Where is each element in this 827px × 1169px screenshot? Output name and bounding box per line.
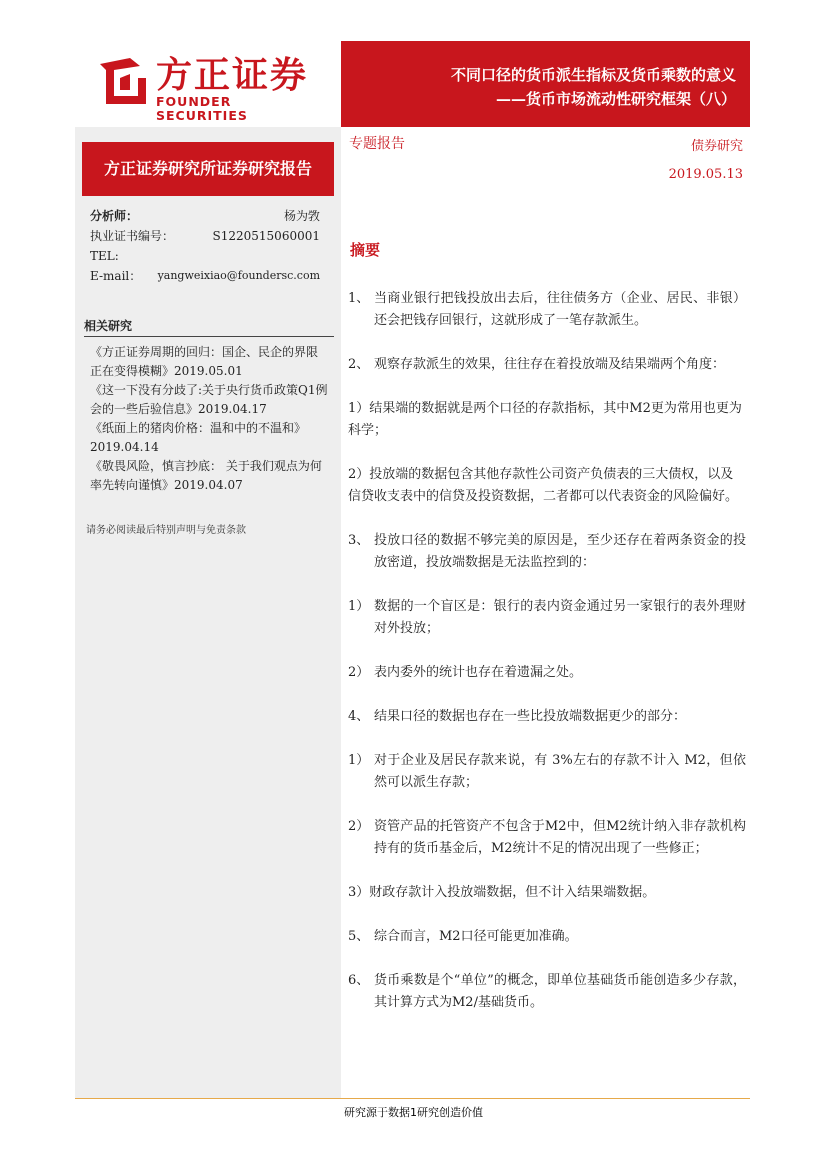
summary-paragraph: 1） 数据的一个盲区是：银行的表内资金通过另一家银行的表外理财对外投放；: [348, 599, 746, 636]
disclaimer-note: 请务必阅读最后特别声明与免责条款: [86, 525, 246, 536]
document-type: 专题报告: [349, 136, 405, 152]
related-item[interactable]: 《这一下没有分歧了:关于央行货币政策Q1例会的一些后验信息》2019.04.17: [90, 383, 328, 416]
summary-paragraph: 1、 当商业银行把钱投放出去后，往往债务方（企业、居民、非银）还会把钱存回银行，这就形成了一笔存款派生。: [348, 291, 746, 328]
footer-slogan: 研究源于数据1研究创造价值: [344, 1106, 483, 1119]
summary-paragraph: 4、 结果口径的数据也存在一些比投放端数据更少的部分：: [348, 709, 687, 724]
report-title: 不同口径的货币派生指标及货币乘数的意义: [450, 66, 736, 84]
related-divider: [84, 336, 334, 337]
email-label: E-mail：: [90, 269, 142, 283]
logo-english-text: FOUNDER SECURITIES: [156, 94, 248, 123]
analyst-info: [90, 206, 320, 286]
report-date: 2019.05.13: [668, 167, 743, 182]
cert-label: 执业证书编号：: [90, 229, 175, 243]
summary-paragraph: 2、 观察存款派生的效果，往往存在着投放端及结果端两个角度：: [348, 357, 726, 372]
summary-paragraph: 2）投放端的数据包含其他存款性公司资产负债表的三大债权，以及信贷收支表中的信贷及投资数据，二者都可以代表资金的风险偏好。: [348, 467, 739, 504]
email-value[interactable]: yangweixiao@foundersc.com: [157, 269, 320, 282]
related-research-list: [90, 343, 328, 495]
founder-logo-mark-icon: [96, 56, 148, 108]
org-banner: 方正证券研究所证券研究报告: [82, 142, 334, 196]
report-subtitle: ——货币市场流动性研究框架（八）: [495, 90, 736, 108]
summary-paragraph: 3）财政存款计入投放端数据，但不计入结果端数据。: [348, 885, 656, 900]
analyst-name: 杨为敩: [283, 209, 320, 223]
founder-logo: [96, 55, 322, 123]
related-item[interactable]: 《纸面上的猪肉价格：温和中的不温和》2019.04.14: [90, 421, 307, 454]
summary-body: [348, 288, 746, 1014]
logo-chinese-text: 方正证券: [156, 55, 309, 96]
related-item[interactable]: 《敬畏风险，慎言抄底： 关于我们观点为何率先转向谨慎》2019.04.07: [90, 459, 322, 492]
summary-paragraph: 6、 货币乘数是个“单位”的概念，即单位基础货币能创造多少存款，其计算方式为M2/基础货币。: [348, 973, 746, 1010]
summary-paragraph: 5、 综合而言，M2口径可能更加准确。: [348, 929, 578, 944]
cert-number: S1220515060001: [212, 229, 320, 243]
related-research-heading: 相关研究: [84, 319, 133, 333]
summary-paragraph: 3、 投放口径的数据不够完美的原因是，至少还存在着两条资金的投放密道，投放端数据是无法监控到的：: [348, 533, 746, 570]
research-category: 债券研究: [690, 139, 743, 154]
summary-paragraph: 2） 表内委外的统计也存在着遗漏之处。: [348, 665, 583, 680]
footer-divider: [75, 1098, 750, 1099]
analyst-label: 分析师：: [90, 209, 139, 223]
summary-paragraph: 1） 对于企业及居民存款来说，有 3%左右的存款不计入 M2，但依然可以派生存款；: [348, 753, 746, 790]
summary-paragraph: 2） 资管产品的托管资产不包含于M2中，但M2统计纳入非存款机构持有的货币基金后，M2统计不足的情况出现了一些修正；: [348, 819, 746, 856]
report-title-banner: [341, 41, 750, 127]
related-item[interactable]: 《方正证券周期的回归：国企、民企的界限正在变得模糊》2019.05.01: [90, 345, 319, 378]
summary-paragraph: 1）结果端的数据就是两个口径的存款指标，其中M2更为常用也更为科学；: [348, 401, 742, 438]
summary-heading: 摘要: [350, 241, 381, 259]
tel-label: TEL:: [90, 249, 119, 263]
